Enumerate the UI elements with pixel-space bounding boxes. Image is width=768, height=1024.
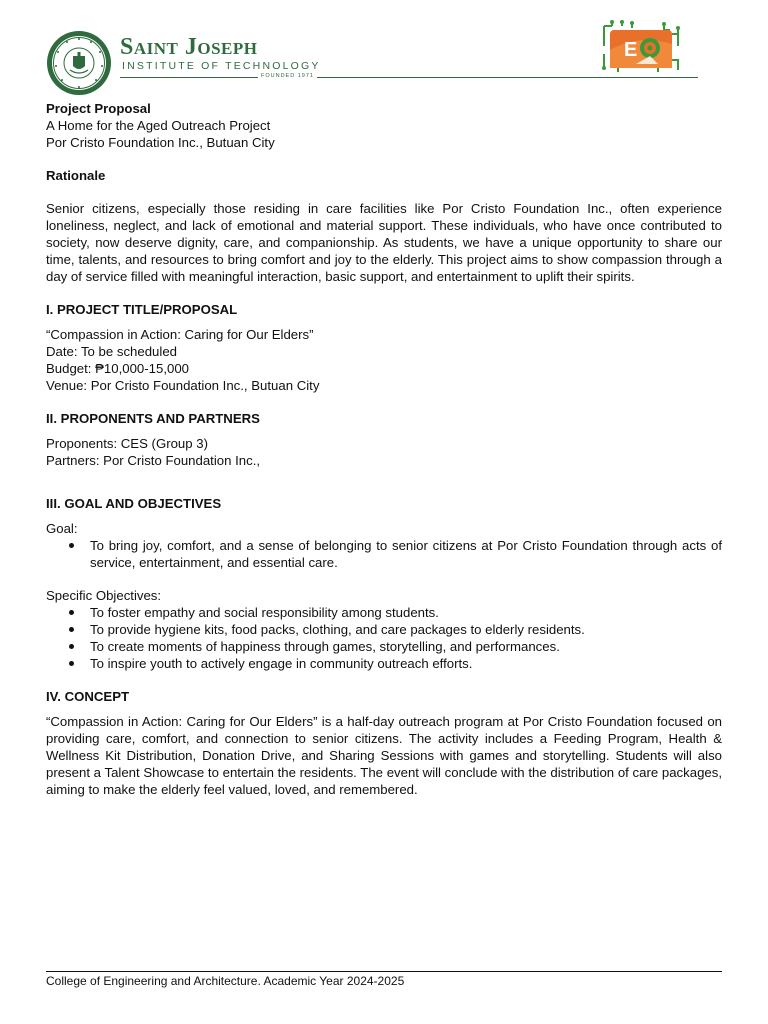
objectives-label: Specific Objectives: [46,588,162,603]
college-department-logo [598,20,684,72]
project-location: Por Cristo Foundation Inc., Butuan City [46,135,275,150]
svg-text:E: E [624,39,638,61]
list-item: To inspire youth to actively engage in community outreach efforts. [90,655,722,672]
concept-paragraph: “Compassion in Action: Caring for Our Elders” is a half-day outreach program at Por Cristo Foundation focused on providing care, comfort, and connection to senior citizens. The activity includes a Feeding Program, Health & Wellness Kit Distribution, Donation Drive, and Sharing Sessions with games and storytelling. Students will also present a Talent Showcase to entertain the residents. The event will conclude with the distribution of care packages, aiming to make the elderly feel valued, loved, and remembered. [46,714,722,797]
letterhead [0,0,768,96]
project-venue: Venue: Por Cristo Foundation Inc., Butuan City [46,378,320,393]
founded-text: FOUNDED 1971 [258,73,317,79]
school-name: Saint Joseph [120,34,258,60]
goal-list [46,537,722,571]
list-item: To create moments of happiness through games, storytelling, and performances. [90,638,722,655]
page-footer: College of Engineering and Architecture. Academic Year 2024-2025 [46,974,405,988]
list-item: To bring joy, comfort, and a sense of belonging to senior citizens at Por Cristo Foundation through acts of service, entertainment, and essential care. [90,538,722,570]
objectives-list [46,604,722,672]
project-budget: Budget: ₱10,000-15,000 [46,361,189,376]
partners: Partners: Por Cristo Foundation Inc., [46,453,261,468]
project-name: A Home for the Aged Outreach Project [46,118,271,133]
header-divider [120,77,698,78]
proponents: Proponents: CES (Group 3) [46,436,208,451]
footer-divider [46,971,722,972]
rationale-heading: Rationale [46,168,106,183]
section-2-heading: II. PROPONENTS AND PARTNERS [46,411,260,426]
section-3-heading: III. GOAL AND OBJECTIVES [46,496,222,511]
section-1-heading: I. PROJECT TITLE/PROPOSAL [46,302,238,317]
school-seal-logo [46,30,112,96]
doc-label: Project Proposal [46,101,151,116]
project-title: “Compassion in Action: Caring for Our Elders” [46,327,314,342]
list-item: To foster empathy and social responsibility among students. [90,604,722,621]
proposal-body [46,100,722,798]
rationale-paragraph: Senior citizens, especially those residing in care facilities like Por Cristo Foundation Inc., often experience loneliness, neglect, and lack of emotional and material support. These individuals, who have once contributed to society, now deserve dignity, care, and companionship. As students, we have a unique opportunity to share our time, talents, and resources to bring comfort and joy to the elderly. This project aims to show compassion through a day of service filled with meaningful interaction, basic support, and entertainment to uplift their spirits. [46,201,722,284]
goal-label: Goal: [46,521,78,536]
section-4-heading: IV. CONCEPT [46,689,130,704]
school-subtitle: INSTITUTE OF TECHNOLOGY [122,60,321,72]
list-item: To provide hygiene kits, food packs, clothing, and care packages to elderly residents. [90,621,722,638]
project-date: Date: To be scheduled [46,344,177,359]
